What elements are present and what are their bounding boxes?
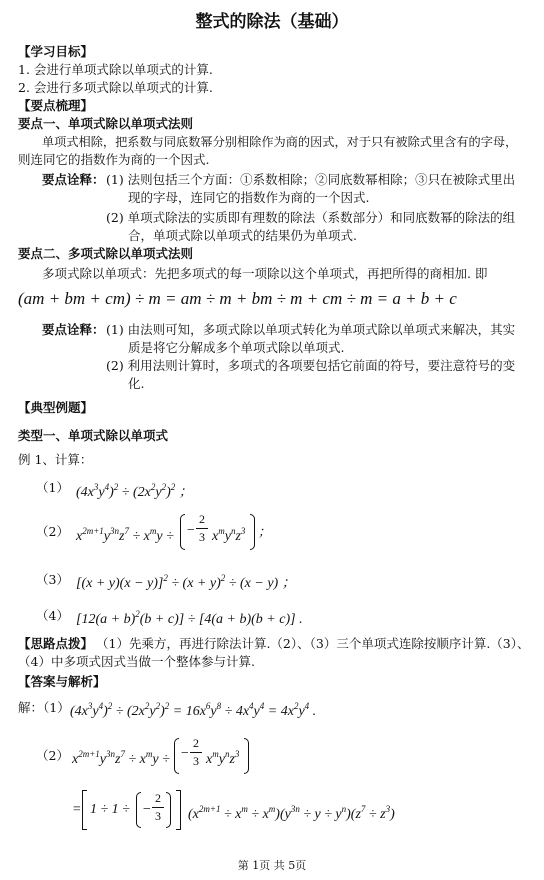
point1-note-1b: 现的字母，连同它的指数作为商的一个因式. xyxy=(128,190,370,205)
learning-goals-heading: 【学习目标】 xyxy=(18,44,94,59)
goal-1: 1. 会进行单项式除以单项式的计算. xyxy=(18,62,213,77)
question1-expression: $(4x^3y^4)^2 \div (2x^2y^2)^2$ ； xyxy=(76,482,193,500)
question2-minus: − xyxy=(186,523,196,538)
solution2-expression-b: $x^my^nz^3$ xyxy=(206,749,240,767)
question2-label: （2） xyxy=(36,524,69,539)
goal-2: 2. 会进行多项式除以单项式的计算. xyxy=(18,80,213,95)
key-points-heading: 【要点梳理】 xyxy=(18,98,94,113)
page-title: 整式的除法（基础） xyxy=(195,12,349,32)
question2-fraction: 2 3 xyxy=(196,512,208,545)
point1-text-1: 单项式相除，把系数与同底数幂分别相除作为商的因式，对于只有被除式里含有的字母， xyxy=(42,135,518,149)
hint-text-2: （4）中多项式因式当做一个整体参与计算. xyxy=(18,654,255,669)
example1-label: 例 1、计算： xyxy=(18,452,93,467)
solution2-equals: = xyxy=(72,802,82,817)
solution2-fraction: 2 3 xyxy=(190,736,202,769)
point2-text-1: 多项式除以单项式：先把多项式的每一项除以这个单项式，再把所得的商相加. 即 xyxy=(42,266,488,281)
question1-label: （1） xyxy=(36,480,69,495)
solution2-step-left-paren xyxy=(136,792,141,828)
solution2-step-b: $(x^{2m+1} \div x^m \div x^m)(y^{3n} \div y \div y^n)(z^7 \div z^3)$ xyxy=(188,804,395,822)
point2-note-1a: (1) 由法则可知，多项式除以单项式转化为单项式除以单项式来解决，其实 xyxy=(106,322,516,337)
type1-heading: 类型一、单项式除以单项式 xyxy=(18,428,169,443)
point2-note-2b: 化. xyxy=(128,376,145,391)
question2-end: ； xyxy=(258,524,272,539)
solution2-step-right-paren xyxy=(166,792,171,828)
question4-expression: $[12(a + b)^2(b + c)] \div [4(a + b)(b + c)]$ . xyxy=(76,609,303,627)
question3-label: （3） xyxy=(36,572,69,587)
solution2-step-minus: − xyxy=(142,802,152,817)
solution2-expression-a: $x^{2m+1}y^{3n}z^7 \div x^my$ ÷ xyxy=(72,749,170,767)
answer-heading: 【答案与解析】 xyxy=(18,674,106,689)
solution2-right-paren xyxy=(244,738,249,774)
solution2-step-right-bracket xyxy=(176,790,181,830)
question2-expression-b: $x^my^nz^3$ xyxy=(212,526,246,544)
solution2-step-fraction: 2 3 xyxy=(152,791,164,824)
point1-note-2a: (2) 单项式除法的实质即有理数的除法（系数部分）和同底数幂的除法的组 xyxy=(106,210,516,225)
question2-left-paren xyxy=(180,514,185,550)
hint-label: 【思路点拨】 xyxy=(18,636,94,651)
solution1-label: 解：（1） xyxy=(18,700,70,715)
point1-note-label: 要点诠释： xyxy=(42,172,105,187)
solution2-minus: − xyxy=(180,746,190,761)
point1-note-1a: (1) 法则包括三个方面：①系数相除；②同底数幂相除；③只在被除式里出 xyxy=(106,172,516,187)
point2-note-1b: 质是将它分解成多个单项式除以单项式. xyxy=(128,340,345,355)
point1-note-2b: 合，单项式除以单项式的结果仍为单项式. xyxy=(128,228,357,243)
point2-formula: (am + bm + cm) ÷ m = am ÷ m + bm ÷ m + cm ÷ m = a + b + c xyxy=(18,289,457,308)
point2-note-label: 要点诠释： xyxy=(42,322,105,337)
point2-note-2a: (2) 利用法则计算时，多项式的各项要包括它前面的符号，要注意符号的变 xyxy=(106,358,516,373)
question4-label: （4） xyxy=(36,608,69,623)
hint-text-1: （1）先乘方，再进行除法计算.（2）、（3）三个单项式连除按顺序计算.（3）、 xyxy=(96,636,530,651)
solution2-left-paren xyxy=(174,738,179,774)
solution2-step-left-bracket xyxy=(82,790,87,830)
solution2-label: （2） xyxy=(36,748,69,763)
question3-expression: $[(x + y)(x - y)]^2 \div (x + y)^2 \div (x - y)$ ； xyxy=(76,573,296,591)
question2-right-paren xyxy=(250,514,255,550)
solution2-step-a: 1 ÷ 1 ÷ xyxy=(90,802,130,817)
page-footer: 第 1页 共 5页 xyxy=(237,859,307,872)
question2-expression-a: $x^{2m+1}y^{3n}z^7 \div x^my$ ÷ xyxy=(76,526,174,544)
point2-heading: 要点二、多项式除以单项式法则 xyxy=(18,246,194,261)
examples-heading: 【典型例题】 xyxy=(18,400,94,415)
point1-heading: 要点一、单项式除以单项式法则 xyxy=(18,116,194,131)
solution1-expression: $(4x^3y^4)^2 \div (2x^2y^2)^2 = 16x^6y^8 \div 4x^4y^4 = 4x^2y^4$ . xyxy=(70,701,317,719)
point1-text-2: 则连同它的指数作为商的一个因式. xyxy=(18,152,210,167)
